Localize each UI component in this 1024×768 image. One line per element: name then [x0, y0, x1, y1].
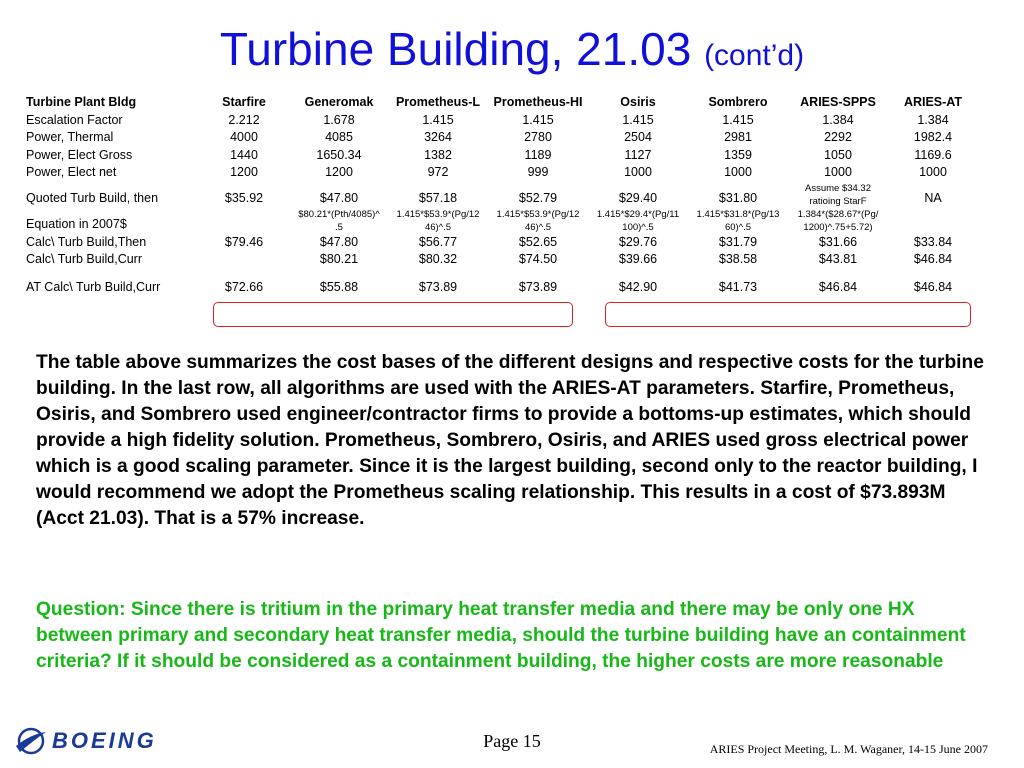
table-cell: 4000: [230, 130, 258, 144]
equation-cell: 1.415*$29.4*(Pg/11 100)^.5: [596, 208, 680, 233]
table-cell: $52.65: [518, 234, 558, 249]
table-cell: 2292: [824, 130, 852, 144]
note-line: ratioing StarF: [809, 195, 867, 207]
table-cell: $46.84: [818, 279, 858, 294]
table-cell: $80.21: [319, 252, 359, 266]
row-label: Power, Thermal: [26, 130, 114, 144]
column-header: Prometheus-L: [395, 95, 481, 109]
equation-cell: 1.384*($28.67*(Pg/ 1200)^.75+5.72): [797, 208, 879, 233]
table-cell: $42.90: [618, 279, 658, 294]
equation-cell: 1.415*$53.9*(Pg/12 46)^.5: [496, 208, 580, 233]
table-cell: 2504: [624, 130, 652, 144]
row-label: Equation in 2007$: [26, 217, 127, 231]
table-cell: 1200: [230, 165, 258, 179]
title-main: Turbine Building, 21.03: [219, 23, 692, 75]
table-cell: 1982.4: [913, 130, 953, 144]
table-cell: 1000: [919, 165, 947, 179]
column-header: Sombrero: [708, 95, 768, 109]
row-label: Power, Elect Gross: [26, 147, 133, 162]
table-cell: $43.81: [818, 252, 858, 266]
table-cell: 999: [527, 165, 549, 179]
logo-text: BOEING: [52, 728, 157, 753]
table-cell: 1189: [524, 147, 552, 162]
table-cell: $31.80: [718, 191, 758, 205]
table-cell: $72.66: [224, 279, 264, 294]
row-label: Power, Elect net: [26, 165, 117, 179]
table-cell: 1000: [724, 165, 752, 179]
table-cell: 1.415: [722, 112, 754, 127]
table-cell: 2780: [524, 130, 552, 144]
table-cell: $46.84: [913, 252, 953, 266]
table-cell: $47.80: [319, 234, 359, 249]
table-cell: $41.73: [718, 279, 758, 294]
table-cell: $56.77: [418, 234, 458, 249]
table-cell: 1050: [824, 147, 852, 162]
meeting-info: ARIES Project Meeting, L. M. Waganer, 14-15 June 2007: [709, 742, 988, 756]
table-cell: $55.88: [319, 279, 359, 294]
table-cell: 1.415: [622, 112, 654, 127]
table-row: [26, 182, 978, 208]
column-header: Osiris: [620, 95, 656, 109]
table-cell: 1000: [624, 165, 652, 179]
equation-cell: $80.21*(Pth/4085)^ .5: [298, 208, 380, 233]
table-cell: $73.89: [518, 279, 558, 294]
table-cell: $80.32: [418, 252, 458, 266]
table-cell: $46.84: [913, 279, 953, 294]
table-cell: 4085: [325, 130, 353, 144]
spacer-row: [26, 269, 978, 279]
table-cell: NA: [924, 191, 942, 205]
note-line: Assume $34.32: [804, 182, 871, 194]
table-cell: 2981: [724, 130, 752, 144]
table-cell: 1359: [724, 147, 752, 162]
table-cell: [888, 208, 978, 234]
page-number: Page 15: [483, 731, 541, 751]
table-cell: $33.84: [913, 234, 953, 249]
highlight-box-left: [213, 302, 573, 327]
equation-cell: 1.415*$31.8*(Pg/13 60)^.5: [696, 208, 780, 233]
column-header: ARIES-AT: [903, 95, 963, 109]
table-row: [26, 164, 978, 182]
table-cell: 1.384: [917, 112, 949, 127]
table-cell: $74.50: [518, 252, 558, 266]
table-cell: 1.384: [822, 112, 854, 127]
table-cell: 1169.6: [914, 147, 952, 162]
column-header: ARIES-SPPS: [800, 95, 876, 109]
table-cell: $29.76: [618, 234, 658, 249]
slide-title: [0, 22, 1024, 83]
title-sub: (cont’d): [704, 39, 805, 72]
table-cell: 1200: [325, 165, 353, 179]
table-cell: 972: [427, 165, 449, 179]
table-row: [26, 147, 978, 165]
table-row: [26, 208, 978, 234]
table-cell: $38.58: [718, 252, 758, 266]
table-cell: 1127: [624, 147, 652, 162]
highlight-box-right: [605, 302, 971, 327]
column-header: Turbine Plant Bldg: [26, 95, 137, 109]
table-row: [26, 129, 978, 147]
equation-cell: 1.415*$53.9*(Pg/12 46)^.5: [396, 208, 480, 233]
table-cell: 1650.34: [316, 147, 362, 162]
question-paragraph: Question: Since there is tritium in the primary heat transfer media and there may be only one HX between primary and secondary heat transfer media, should the turbine building have an containment criteria? If it should be considered as a containment building, the higher costs are more reasonable: [36, 599, 966, 672]
table-cell: 1.415: [422, 112, 454, 127]
row-label: Calc\ Turb Build,Then: [26, 234, 147, 249]
table-cell: $73.89: [418, 279, 458, 294]
table-cell: [198, 251, 290, 269]
table-row: [26, 234, 978, 252]
row-label: Quoted Turb Build, then: [26, 191, 159, 205]
table-cell: 2.212: [228, 112, 260, 127]
table-cell: 1.678: [323, 112, 355, 127]
table-cell: $47.80: [319, 191, 359, 205]
table-cell: $31.79: [718, 234, 758, 249]
row-label: AT Calc\ Turb Build,Curr: [26, 279, 161, 294]
row-label: Escalation Factor: [26, 112, 123, 127]
table-cell: $52.79: [518, 191, 558, 205]
table-cell: $29.40: [618, 191, 658, 205]
column-header: Prometheus-HI: [493, 95, 583, 109]
summary-paragraph: The table above summarizes the cost bases of the different designs and respective costs for the turbine building. In the last row, all algorithms are used with the ARIES-AT parameters. Starfire, Prometheus, Osiris, and Sombrero used engineer/contractor firms to provide a bottoms-up estimates, which should provide a high fidelity solution. Prometheus, Sombrero, Osiris, and ARIES used gross electrical power which is a good scaling parameter. Since it is the largest building, second only to the reactor building, I would recommend we adopt the Prometheus scaling relationship. This results in a cost of $73.893M (Acct 21.03). That is a 57% increase.: [36, 352, 984, 529]
table-cell: $57.18: [418, 191, 458, 205]
column-header: Generomak: [304, 95, 374, 109]
table-cell: 3264: [424, 130, 452, 144]
table-row-highlight: [26, 279, 978, 297]
table-row: [26, 112, 978, 130]
cost-table: [26, 94, 978, 296]
table-row: [26, 251, 978, 269]
table-cell: $39.66: [618, 252, 658, 266]
table-cell: 1000: [824, 165, 852, 179]
column-header: Starfire: [222, 95, 266, 109]
table-cell: $31.66: [818, 234, 858, 249]
table-cell: [198, 208, 290, 234]
row-label: Calc\ Turb Build,Curr: [26, 252, 143, 266]
table-cell: $35.92: [224, 191, 264, 205]
table-cell: 1382: [424, 147, 452, 162]
table-cell: 1.415: [522, 112, 554, 127]
table-cell-note: [788, 182, 888, 208]
table-header-row: [26, 94, 978, 112]
table-cell: 1440: [230, 147, 258, 162]
table-cell: $79.46: [224, 234, 264, 249]
